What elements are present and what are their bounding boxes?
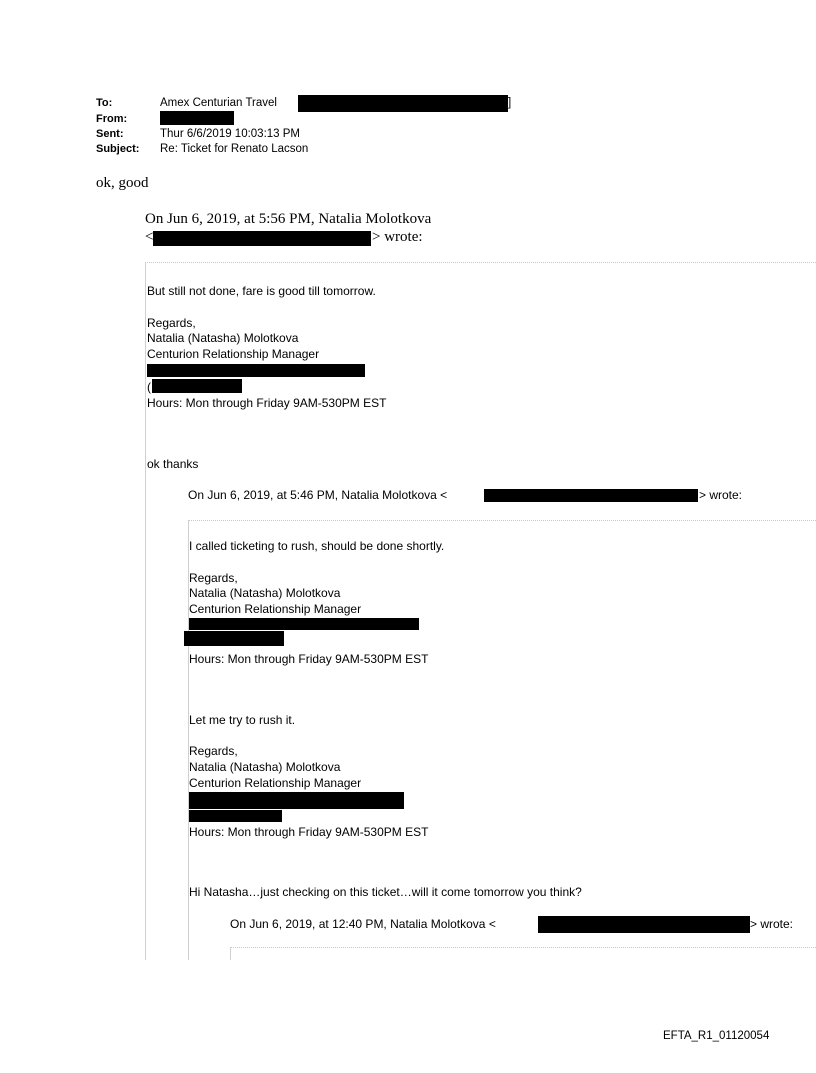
quote4-attribution: On Jun 6, 2019, at 12:40 PM, Natalia Molotkova < bbox=[230, 917, 496, 931]
quote3-sig-title: Centurion Relationship Manager bbox=[189, 776, 362, 790]
quote1-attribution-open: < bbox=[145, 229, 154, 245]
quote4-left-rule bbox=[230, 947, 231, 960]
quote1-attribution: On Jun 6, 2019, at 5:56 PM, Natalia Molotkova bbox=[145, 211, 432, 227]
quote2-sig-hours: Hours: Mon through Friday 9AM-530PM EST bbox=[189, 652, 429, 666]
reply-text: ok, good bbox=[96, 175, 149, 191]
sent-value: Thur 6/6/2019 10:03:13 PM bbox=[160, 128, 301, 140]
quote1-left-rule bbox=[145, 262, 146, 960]
quote2-sig-name: Natalia (Natasha) Molotkova bbox=[189, 586, 341, 600]
redaction-quote2-sig-email bbox=[189, 618, 419, 630]
quote3-sig-regards: Regards, bbox=[189, 744, 238, 758]
sent-label: Sent: bbox=[96, 128, 124, 140]
redaction-to-address bbox=[298, 95, 508, 112]
quote1-sig-regards: Regards, bbox=[147, 316, 196, 330]
quote2-sig-regards: Regards, bbox=[189, 571, 238, 585]
quote1-sig-title: Centurion Relationship Manager bbox=[147, 347, 320, 361]
quote1-sig-hours: Hours: Mon through Friday 9AM-530PM EST bbox=[147, 396, 387, 410]
redaction-quote1-sig-email bbox=[147, 364, 365, 377]
to-suffix: ] bbox=[508, 97, 512, 109]
quote2-body: I called ticketing to rush, should be done shortly. bbox=[189, 539, 445, 553]
quote4-attribution-suffix: > wrote: bbox=[750, 917, 794, 931]
redaction-quote4-email bbox=[538, 916, 750, 933]
quote2-sig-title: Centurion Relationship Manager bbox=[189, 602, 362, 616]
quote4-top-rule bbox=[230, 947, 816, 948]
redaction-quote3-sig-email bbox=[189, 792, 404, 809]
quote2-attribution: On Jun 6, 2019, at 5:46 PM, Natalia Molotkova < bbox=[188, 488, 448, 502]
redaction-from bbox=[160, 111, 234, 125]
quote1-sig-paren: ( bbox=[147, 380, 151, 394]
quote1-attribution-close: > wrote: bbox=[372, 229, 423, 245]
quote4-body: Hi Natasha…just checking on this ticket…will it come tomorrow you think? bbox=[189, 885, 582, 899]
quote3-sig-name: Natalia (Natasha) Molotkova bbox=[189, 760, 341, 774]
quote1-sig-name: Natalia (Natasha) Molotkova bbox=[147, 331, 299, 345]
reply2-text: ok thanks bbox=[147, 457, 199, 471]
quote1-top-rule bbox=[145, 262, 816, 263]
quote2-top-rule bbox=[188, 520, 816, 521]
subject-value: Re: Ticket for Renato Lacson bbox=[160, 143, 309, 155]
redaction-quote3-sig-phone bbox=[189, 810, 282, 822]
redaction-quote1-sig-phone bbox=[152, 379, 242, 393]
quote3-sig-hours: Hours: Mon through Friday 9AM-530PM EST bbox=[189, 825, 429, 839]
redaction-quote2-sig-phone bbox=[184, 631, 284, 646]
quote1-body: But still not done, fare is good till tomorrow. bbox=[147, 284, 376, 298]
redaction-quote2-email bbox=[484, 489, 698, 502]
from-label: From: bbox=[96, 113, 128, 125]
subject-label: Subject: bbox=[96, 143, 140, 155]
redaction-quote1-email bbox=[153, 231, 371, 246]
document-id: EFTA_R1_01120054 bbox=[663, 1030, 770, 1042]
to-label: To: bbox=[96, 97, 113, 109]
to-value: Amex Centurian Travel bbox=[160, 97, 277, 109]
quote3-body: Let me try to rush it. bbox=[189, 713, 296, 727]
quote2-attribution-suffix: > wrote: bbox=[699, 488, 743, 502]
